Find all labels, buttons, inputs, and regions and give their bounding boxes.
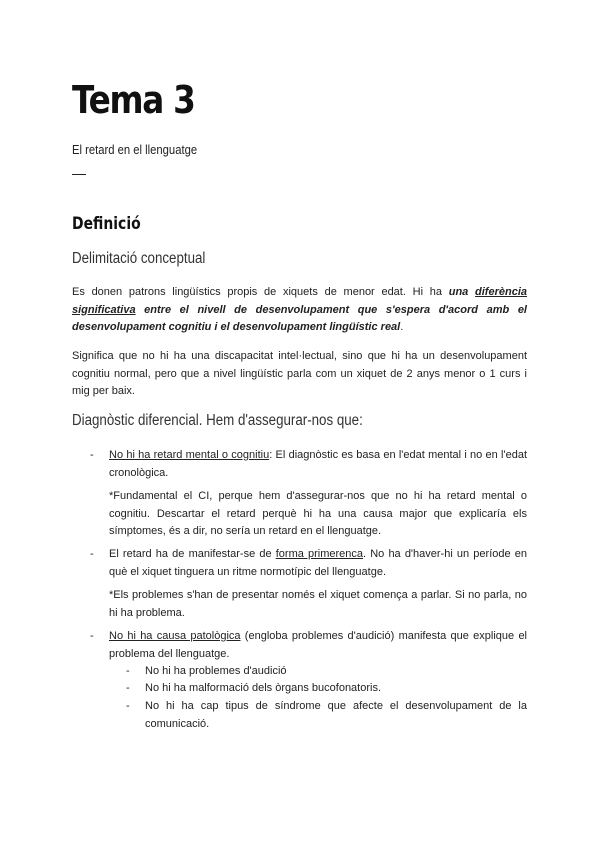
paragraph-definition-pre: Es donen patrons lingüístics propis de xiquets de menor edat. Hi ha [72,286,449,298]
subheading-conceptual: Delimitació conceptual [72,250,206,267]
list-item-underlined: No hi ha retard mental o cognitiu [109,449,270,461]
paragraph-definition-bold2: entre el nivell de desenvolupament que s'espera d'acord amb el desenvolupament cognitiu i el desenvolupament lingüístic real [72,303,527,333]
list-item-text [109,447,527,482]
paragraph-meaning: Significa que no hi ha una discapacitat intel·lectual, sino que hi ha un desenvolupament cognitiu normal, pero que a nivel lingüístic parla com un xiquet de 2 anys menor o 1 curs i mig per baix. [72,350,527,397]
page-title: Tema 3 [72,78,195,122]
list-item [90,546,527,581]
list-item-rest: . No ha d'haver-hi un període en què el xiquet tinguera un ritme normotípic del llenguatge. [109,548,527,578]
sub-list-item [126,698,527,733]
bullet-dash: - [90,630,94,642]
bullet-dash: - [126,700,130,712]
list-item-rest: : El diagnòstic es basa en l'edat mental i no en l'edat cronològica. [109,449,528,479]
sub-list-item-text: No hi ha cap tipus de síndrome que afecte el desenvolupament de la comunicació. [145,700,527,730]
list-item-text [109,546,527,581]
list-item-underlined: forma primerenca [275,548,364,560]
sub-list-item-text: No hi ha problemes d'audició [145,665,287,677]
sub-list-item [126,680,527,698]
list-item [90,447,527,482]
section-heading: Definició [72,214,141,234]
list-item-underlined: No hi ha causa patològica [109,630,241,642]
paragraph-definition [72,284,527,337]
bullet-dash: - [126,682,130,694]
bullet-dash: - [126,665,130,677]
sub-list-item-text: No hi ha malformació dels òrgans bucofonatoris. [145,682,382,694]
list-item-note: *Fundamental el CI, perque hem d'assegurar-nos que no hi ha retard mental o cognitiu. Descartar el retard perquè hi ha una causa major que explicaría els símptomes, és a dir, no sería un retard en el llenguatge. [109,490,527,537]
list-item-text [109,628,527,663]
bullet-dash: - [90,449,94,461]
list-item [90,628,527,663]
paragraph-definition-bold1: una [448,286,476,298]
subheading-diagnosis: Diagnòstic diferencial. Hem d'assegurar-nos que: [72,412,363,429]
page-subtitle: El retard en el llenguatge [72,143,198,157]
paragraph-definition-post: . [400,321,404,333]
list-item-note: *Els problemes s'han de presentar només el xiquet comença a parlar. Si no parla, no hi ha problema. [109,589,527,619]
paragraph-definition-bold-underlined: diferència significativa [72,286,527,316]
bullet-dash: - [90,548,94,560]
list-item-rest: (engloba problemes d'audició) manifesta que explique el problema del llenguatge. [109,630,528,660]
list-item-pre: El retard ha de manifestar-se de [109,548,276,560]
title-divider [72,174,86,175]
sub-list-item [126,663,527,681]
